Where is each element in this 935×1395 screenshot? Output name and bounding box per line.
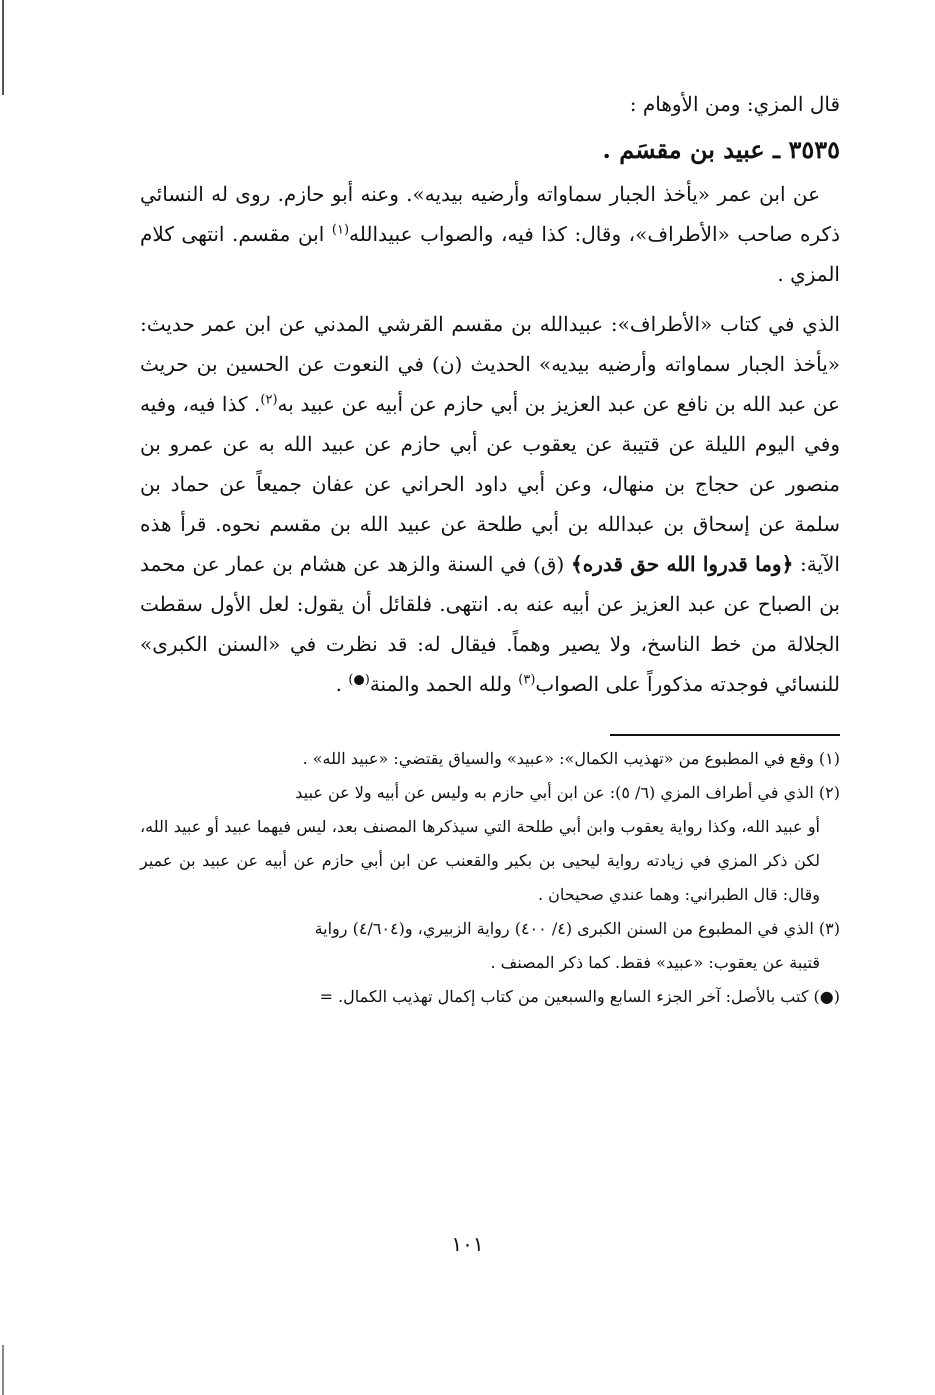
paragraph-1-tail: ابن مقسم. انتهى كلام المزي .: [140, 222, 840, 286]
paragraph-1-text: عن ابن عمر «يأخذ الجبار سماواته وأرضيه بيديه». وعنه أبو حازم. روى له النسائي ذكره صاحب «الأطراف»، وقال: كذا فيه، والصواب عبيدالله: [140, 182, 840, 246]
entry-title: ـ عبيد بن مقسَم .: [602, 135, 781, 164]
scan-edge-mark: [2, 0, 4, 95]
footnote-2: [140, 776, 840, 810]
paragraph-2-part-3: (ق) في السنة والزهد عن هشام بن عمار عن محمد بن الصباح عن عبد العزيز عن أبيه عنه به. انتهى. فلقائل أن يقول: لعل الأول سقطت الجلالة من خط الناسخ، ولا يصير وهماً. فيقال له: قد نظرت في «السنن الكبرى» للنسائي فوجدته مذكوراً على الصواب: [140, 552, 840, 696]
page-number: ١٠١: [451, 1232, 484, 1256]
scan-edge-mark-bottom: [2, 1345, 4, 1395]
paragraph-2-part-1: الذي في كتاب «الأطراف»: عبيدالله بن مقسم القرشي المدني عن ابن عمر حديث: «يأخذ الجبار سماواته وأرضيه بيديه» الحديث (ن) في النعوت عن الحسين بن حريث عن عبد الله بن نافع عن عبد العزيز بن أبي حازم عن أبيه عن عبيد به: [140, 312, 840, 416]
footnote-3-number: (٣): [818, 919, 840, 938]
paragraph-2-part-4: ولله الحمد والمنة: [369, 672, 519, 696]
entry-heading: [140, 128, 840, 172]
footnote-1-number: (١): [818, 749, 840, 768]
paragraph-1: [140, 174, 840, 294]
paragraph-2-part-5: .: [335, 672, 349, 696]
quran-verse: ﴿وما قدروا الله حق قدره﴾: [570, 552, 794, 576]
footnote-star: [140, 980, 840, 1014]
footnote-ref-2: (٢): [260, 392, 278, 408]
footnote-2-text: الذي في أطراف المزي (٦/ ٥): عن ابن أبي حازم به وليس عن أبيه ولا عن عبيد: [295, 783, 819, 802]
footnote-star-number: (●): [813, 987, 840, 1006]
page-body: [140, 84, 840, 1014]
paragraph-2-part-2: . كذا فيه، وفيه وفي اليوم الليلة عن قتيبة عن يعقوب عن أبي حازم عن عبيد الله به عن عمرو بن منصور عن حجاج بن منهال، وعن أبي داود الحراني عن عفان جميعاً عن حماد بن سلمة عن إسحاق بن عبدالله بن أبي طلحة عن عبيد الله بن مقسم نحوه. قرأ هذه الآية:: [140, 392, 840, 576]
footnote-2-continuation: أو عبيد الله، وكذا رواية يعقوب وابن أبي طلحة التي سيذكرها المصنف بعد، ليس فيهما عبيد أو عبيد الله، لكن ذكر المزي في زيادته رواية ليحيى بن بكير والقعنب عن ابن أبي حازم عن أبيه عن عبيد بن عمير وقال: قال الطبراني: وهما عندي صحيحان .: [140, 817, 820, 904]
footnotes-section: [140, 742, 840, 1014]
footnote-ref-star: (●): [348, 672, 370, 688]
footnote-ref-3: (٣): [518, 672, 536, 688]
footnote-ref-1: (١): [331, 222, 350, 238]
footnote-1: [140, 742, 840, 776]
footnote-2-number: (٢): [818, 783, 840, 802]
paragraph-2: [140, 304, 840, 704]
footnote-3: [140, 912, 840, 946]
footnote-star-text: كتب بالأصل: آخر الجزء السابع والسبعين من كتاب إكمال تهذيب الكمال. =: [319, 987, 814, 1006]
footnote-1-text: وقع في المطبوع من «تهذيب الكمال»: «عبيد» والسياق يقتضي: «عبيد الله» .: [302, 749, 819, 768]
footnote-3-text: الذي في المطبوع من السنن الكبرى (٤/ ٤٠٠) رواية الزبيري، و(٤/٦٠٤) رواية: [314, 919, 819, 938]
footnote-3-continuation: قتيبة عن يعقوب: «عبيد» فقط. كما ذكر المصنف .: [490, 953, 820, 972]
footnote-divider: [610, 734, 840, 736]
entry-number: ٣٥٣٥: [788, 135, 840, 164]
intro-line: قال المزي: ومن الأوهام :: [629, 92, 840, 116]
